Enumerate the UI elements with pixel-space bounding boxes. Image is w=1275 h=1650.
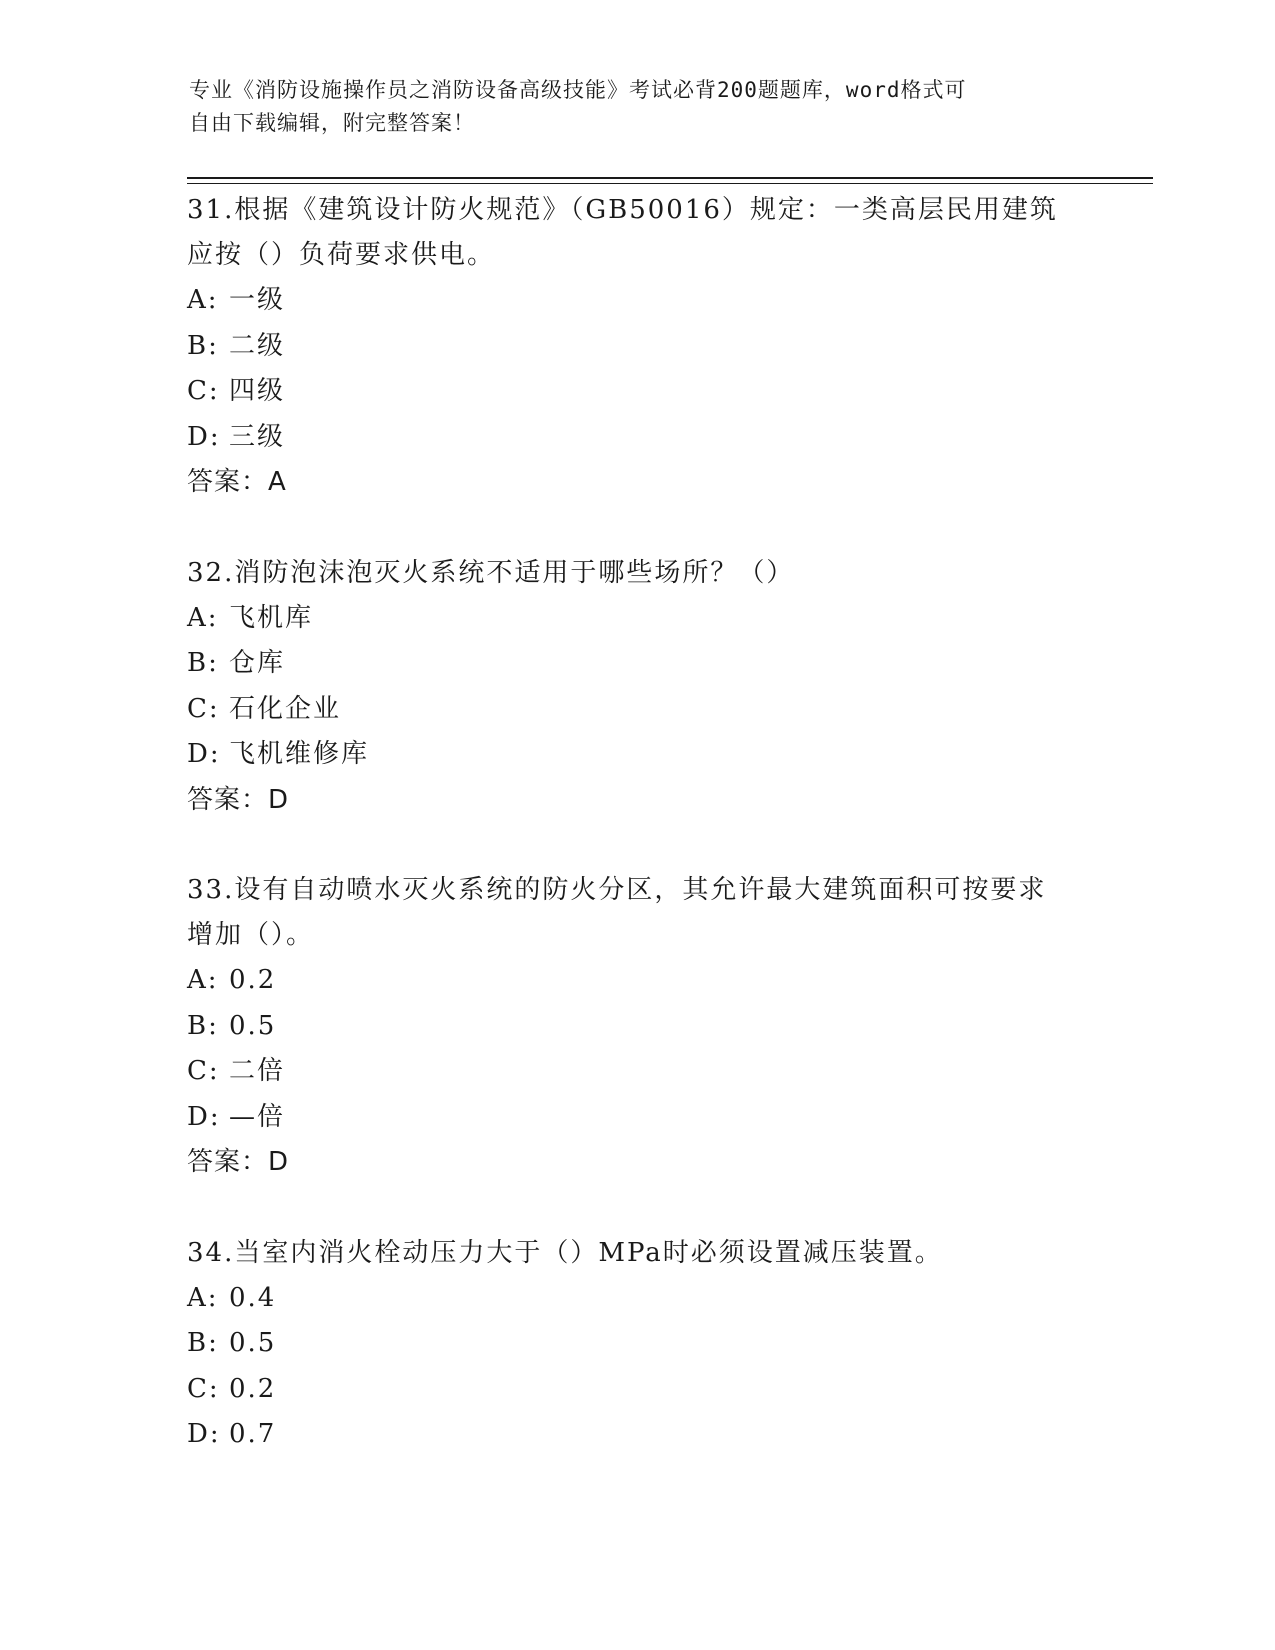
option-a xyxy=(187,278,1087,324)
option-a xyxy=(187,958,1087,1004)
option-a xyxy=(187,596,1087,642)
option-letter: B: xyxy=(187,1328,219,1358)
option-d xyxy=(187,415,1087,461)
question-32 xyxy=(187,551,1087,824)
answer-line: 答案：D xyxy=(187,1147,290,1177)
document-header xyxy=(189,74,1069,140)
option-text: 二倍 xyxy=(229,1056,286,1086)
option-b xyxy=(187,324,1087,370)
question-list xyxy=(187,188,1087,1458)
answer-line: 答案：A xyxy=(187,467,287,497)
answer-line: 答案：D xyxy=(187,784,290,815)
option-text: 三级 xyxy=(229,421,286,452)
option-text: 0.4 xyxy=(229,1282,277,1313)
option-letter: B: xyxy=(187,648,219,678)
question-stem-line-1: 31.根据《建筑设计防火规范》（GB50016）规定：一类高层民用建筑 xyxy=(187,195,1058,225)
question-stem-line-2: 增加（）。 xyxy=(187,920,315,950)
option-b xyxy=(187,1004,1087,1050)
option-c xyxy=(187,1367,1087,1413)
option-b xyxy=(187,641,1087,687)
question-stem xyxy=(187,188,1067,278)
option-text: 0.5 xyxy=(229,1328,277,1358)
option-letter: C: xyxy=(187,693,220,724)
question-33 xyxy=(187,868,1087,1186)
option-letter: A: xyxy=(187,285,219,315)
header-line-2: 自由下载编辑，附完整答案！ xyxy=(189,111,475,135)
question-stem xyxy=(187,1231,1067,1276)
option-text: 飞机库 xyxy=(229,602,314,633)
option-b xyxy=(187,1321,1087,1367)
option-text: 四级 xyxy=(229,376,286,406)
question-spacer xyxy=(187,1186,1087,1231)
option-text: 二级 xyxy=(229,330,286,361)
option-letter: C: xyxy=(187,376,220,406)
question-stem-line-1: 33.设有自动喷水灭火系统的防火分区，其允许最大建筑面积可按要求 xyxy=(187,875,1047,905)
option-letter: A: xyxy=(187,1282,219,1313)
option-text: 一级 xyxy=(229,285,286,315)
question-stem-line-2: 应按（）负荷要求供电。 xyxy=(187,240,496,270)
option-a xyxy=(187,1276,1087,1322)
question-stem-line-1: 32.消防泡沫泡灭火系统不适用于哪些场所？（） xyxy=(187,557,795,588)
option-c xyxy=(187,687,1087,733)
option-text: 0.2 xyxy=(229,965,277,995)
question-spacer xyxy=(187,823,1087,868)
option-text: 飞机维修库 xyxy=(229,739,370,769)
option-letter: D: xyxy=(187,1419,221,1449)
option-c xyxy=(187,1049,1087,1095)
question-stem-line-1: 34.当室内消火栓动压力大于（）MPa时必须设置减压装置。 xyxy=(187,1237,943,1268)
option-text: 石化企业 xyxy=(229,693,342,724)
header-line-1: 专业《消防设施操作员之消防设备高级技能》考试必背200题题库，word格式可 xyxy=(189,78,967,102)
option-d xyxy=(187,732,1087,778)
option-letter: A: xyxy=(187,965,219,995)
option-d xyxy=(187,1412,1087,1458)
question-31 xyxy=(187,188,1087,506)
question-stem xyxy=(187,868,1067,958)
option-letter: D: xyxy=(187,1101,221,1132)
option-text: 0.2 xyxy=(229,1373,277,1404)
header-divider-thin xyxy=(187,183,1153,184)
option-text: 0.7 xyxy=(229,1419,277,1449)
option-text: —倍 xyxy=(229,1101,286,1132)
option-letter: D: xyxy=(187,739,221,769)
option-letter: C: xyxy=(187,1373,220,1404)
option-letter: C: xyxy=(187,1056,220,1086)
question-spacer xyxy=(187,506,1087,551)
option-d xyxy=(187,1095,1087,1141)
option-letter: A: xyxy=(187,602,219,633)
question-stem xyxy=(187,551,1067,596)
option-text: 仓库 xyxy=(229,648,286,678)
question-34 xyxy=(187,1231,1087,1458)
header-divider-thick xyxy=(187,177,1153,179)
option-letter: D: xyxy=(187,421,221,452)
option-text: 0.5 xyxy=(229,1010,277,1041)
option-c xyxy=(187,369,1087,415)
option-letter: B: xyxy=(187,330,219,361)
option-letter: B: xyxy=(187,1010,219,1041)
